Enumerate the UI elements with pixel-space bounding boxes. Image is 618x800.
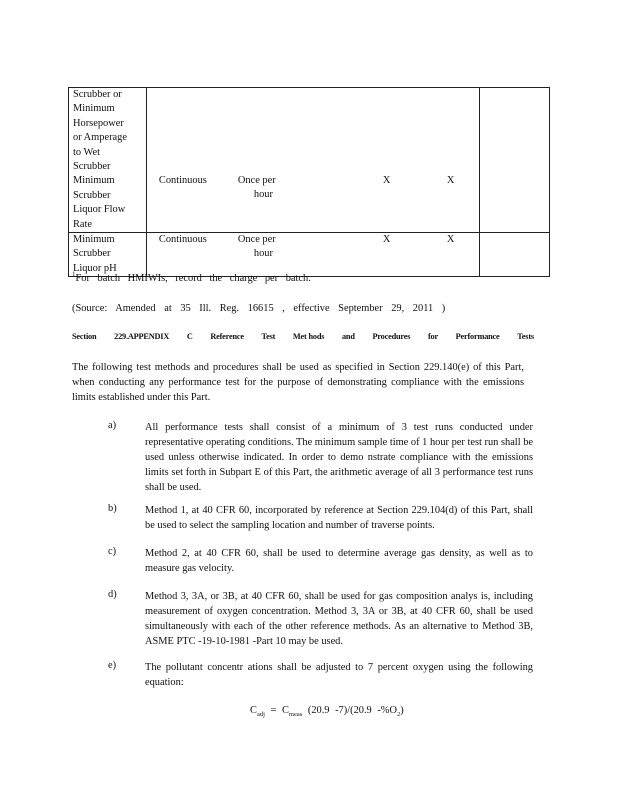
section-heading-word: Reference [210,332,244,341]
footnote-marker: 1 [72,270,76,279]
parameter-line: Minimum [73,234,115,246]
parameter-line: Horsepower [73,117,124,129]
section-heading-word: Section [72,332,97,341]
section-heading-word: C [186,332,193,341]
parameter-line: Minimum [73,103,115,115]
section-heading-word: for [427,332,438,341]
section-heading-word: Performance [455,332,500,341]
item-label: e) [108,660,117,671]
parameter-text [73,88,146,232]
item-label: a) [108,420,117,431]
frequency-text: Continuous [158,234,207,246]
parameter-line: Liquor pH [73,262,117,274]
equation-sub: 2 [396,711,401,719]
parameter-line: Scrubber or [73,89,122,100]
section-heading-word: and [341,332,355,341]
empty-cell [480,233,550,277]
details-cell [146,233,479,277]
parameter-line: Scrubber [73,248,111,260]
intro-paragraph: The following test methods and procedures shall be used as specified in Section 229.140(e) of this Part, when conducting any performance test for the purpose of demonstrating compliance with the emissions limits established under this Part. [72,362,524,403]
parameter-cell [69,233,147,277]
item-label: b) [108,503,117,514]
equation-close: ) [400,705,404,716]
item-label: c) [108,546,117,557]
table-row [69,88,550,233]
section-heading-word: Tests [517,332,534,341]
parameter-cell [69,88,147,233]
interval-text: Once per [237,234,276,246]
interval-text: Once per [237,175,276,186]
equation-eq: = C [270,705,289,716]
item-text: The pollutant concentr ations shall be adjusted to 7 percent oxygen using the following equation: [145,662,533,688]
equation [250,705,404,718]
details-cell [146,88,479,233]
item-text: Method 2, at 40 CFR 60, shall be used to determine average gas density, as well as to measure gas velocity. [145,548,533,574]
item-text: All performance tests shall consist of a minimum of 3 test runs conducted under representative operating conditions. The minimum sample time of 1 hour per test run shall be used unless otherwise indicated. In order to demo nstrate compliance with the emissions limits set forth in Subpart E of this Part, the arithmetic average of all 3 performance test runs shall be used. [145,422,533,493]
item-text: Method 3, 3A, or 3B, at 40 CFR 60, shall be used for gas composition analys is, including measurement of oxygen concentration. Method 3, 3A or 3B, at 40 CFR 60, shall be used simultaneously with each of the other reference methods. As an alternative to Method 3B, ASME PTC -19-10-1981 -Part 10 may be used. [145,591,533,647]
empty-cell [480,88,550,233]
equation-lhs: C [250,705,257,716]
check-mark: X [382,234,391,246]
parameter-line: Scrubber [73,189,111,201]
source-note: (Source: Amended at 35 Ill. Reg. 16615 , effective September 29, 2011 ) [72,303,446,314]
frequency-text: Continuous [158,175,207,186]
parameter-line: Rate [73,218,93,230]
interval-text-line2: hour [253,248,273,260]
check-mark: X [446,234,455,246]
parameter-line: Liquor Flow [73,204,126,216]
parameter-line: Scrubber [73,161,111,173]
parameter-line: to Wet [73,146,100,158]
parameter-text [73,233,146,276]
equation-rhs: (20.9 -7)/(20.9 -%O [307,705,397,716]
section-heading-word: Test [261,332,276,341]
section-heading-word: Met hods [292,332,325,341]
parameter-line: or Amperage [73,132,127,144]
item-label: d) [108,589,117,600]
section-heading-word: 229.APPENDIX [114,332,170,341]
check-mark: X [446,175,455,186]
item-text: Method 1, at 40 CFR 60, incorporated by reference at Section 229.104(d) of this Part, shall be used to select the sampling location and number of traverse points. [145,505,533,531]
parameter-line: Minimum [73,175,115,187]
check-mark: X [382,175,391,186]
section-heading-word: Procedures [372,332,411,341]
section-heading [72,332,534,341]
table-row [69,233,550,277]
footnote-text: For batch HMIWIs, record the charge per batch. [75,273,311,284]
table-footnote [72,270,311,284]
monitoring-table [68,87,550,277]
equation-sub: adj [256,711,265,719]
interval-text-line2: hour [253,189,273,200]
equation-sub: meas [288,711,303,719]
